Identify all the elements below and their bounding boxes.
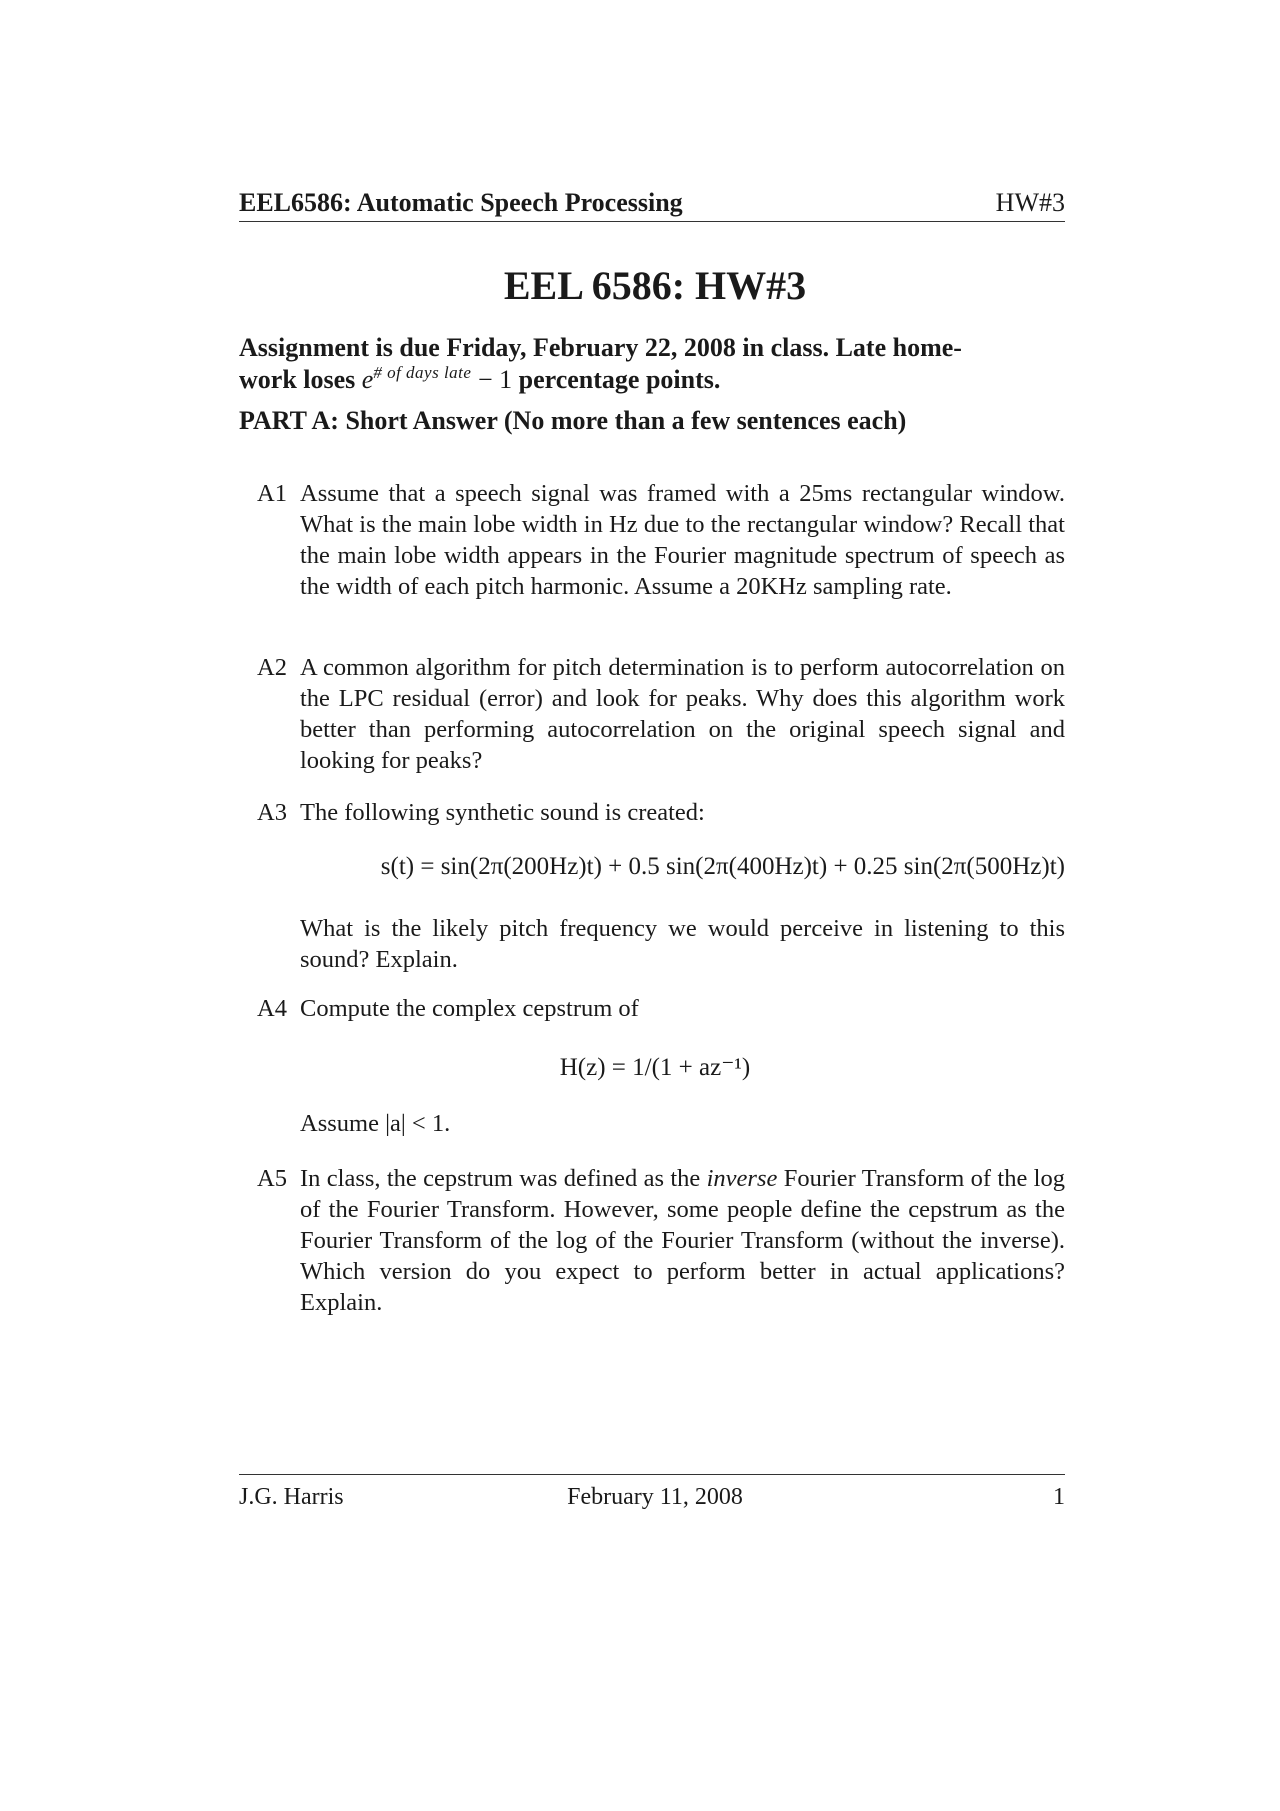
due-exponent: # of days late (373, 363, 472, 382)
equation-s-t: s(t) = sin(2π(200Hz)t) + 0.5 sin(2π(400Hz)t) + 0.25 sin(2π(500Hz)t) (380, 853, 1065, 880)
question-number: A1 (257, 480, 287, 507)
header-rule (239, 221, 1065, 222)
due-e: e (361, 365, 374, 394)
header-course: EEL6586: Automatic Speech Processing (239, 188, 683, 217)
question-number: A5 (257, 1165, 287, 1192)
question-a3-followup (257, 913, 1065, 975)
due-notice (239, 332, 1065, 399)
question-text-after: Fourier Transform of the log of the Fourier Transform. However, some people define the cepstrum as the Fourier Transform of the log of the Fourier Transform (without the inverse). Which version do you expect to perform better in actual applications? Explain. (300, 1165, 1065, 1316)
question-a1 (257, 478, 1065, 602)
question-a4 (257, 993, 1065, 1024)
due-line-2-start: work loses (239, 365, 362, 394)
question-text-before: In class, the cepstrum was defined as the (300, 1165, 707, 1192)
question-a4-followup (257, 1108, 1065, 1139)
due-line-2-end: percentage points. (512, 365, 721, 394)
due-line-2 (239, 364, 1065, 399)
question-text: Assume that a speech signal was framed with a 25ms rectangular window. What is the main lobe width in Hz due to the rectangular window? Recall that the main lobe width appears in the Fourier magnitude spectrum of speech as the width of each pitch harmonic. Assume a 20KHz sampling rate. (300, 480, 1065, 600)
question-number: A2 (257, 654, 287, 681)
part-a-heading: PART A: Short Answer (No more than a few sentences each) (239, 406, 907, 435)
footer-author: J.G. Harris (239, 1484, 344, 1510)
question-emphasis: inverse (706, 1165, 778, 1192)
question-a2 (257, 652, 1065, 776)
question-text: A common algorithm for pitch determination is to perform autocorrelation on the LPC residual (error) and look for peaks. Why does this algorithm work better than performing autocorrelation on the original speech signal and looking for peaks? (300, 654, 1065, 774)
question-text: Compute the complex cepstrum of (300, 995, 639, 1022)
equation-h-z: H(z) = 1/(1 + az⁻¹) (559, 1054, 751, 1081)
question-number: A4 (257, 995, 287, 1022)
due-minus-one: − 1 (471, 365, 513, 394)
question-a3 (257, 797, 1065, 828)
footer-page-number: 1 (1053, 1484, 1065, 1510)
question-text (300, 1163, 1065, 1318)
question-a5 (257, 1163, 1065, 1318)
question-number: A3 (257, 799, 287, 826)
page-title: EEL 6586: HW#3 (503, 263, 807, 308)
footer-date: February 11, 2008 (567, 1484, 743, 1510)
due-line-1: Assignment is due Friday, February 22, 2008 in class. Late home- (239, 333, 962, 362)
header-hw: HW#3 (995, 188, 1065, 217)
question-followup: What is the likely pitch frequency we would perceive in listening to this sound? Explain. (300, 915, 1065, 973)
question-text: The following synthetic sound is created: (300, 799, 705, 826)
question-followup: Assume |a| < 1. (300, 1110, 451, 1137)
footer-rule (239, 1474, 1065, 1475)
